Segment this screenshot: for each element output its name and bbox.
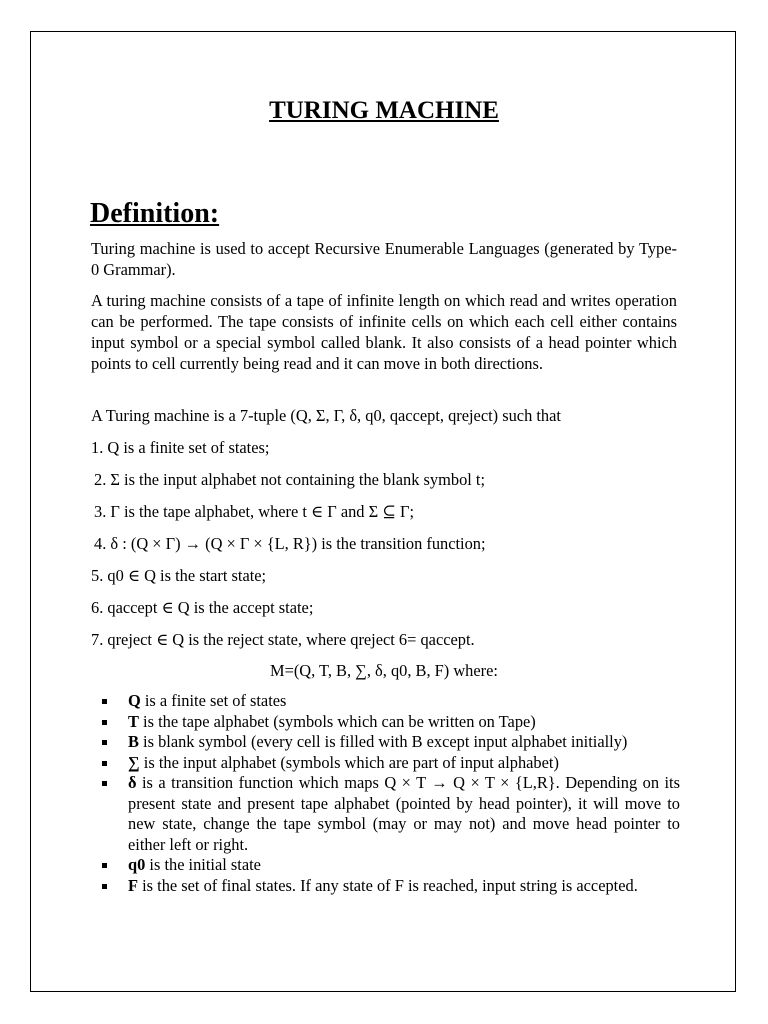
bullet-icon — [102, 699, 107, 704]
tuple-item: 1. Q is a finite set of states; — [91, 438, 270, 457]
list-item-term: q0 — [128, 855, 146, 874]
list-item-text: is a transition function which maps Q × T → Q × T × {L,R}. Depending on its present state and present tape alphabet (pointed by head pointer), it will move to new state, change the tape symbol (may or may not) and move head pointer to either left or right. — [128, 773, 680, 854]
bullet-icon — [102, 740, 107, 745]
list-item — [100, 876, 680, 897]
tuple-item: 3. Γ is the tape alphabet, where t ∈ Γ and Σ ⊆ Γ; — [94, 502, 415, 521]
bullet-icon — [102, 863, 107, 868]
machine-formula: M=(Q, T, B, ∑, δ, q0, B, F) where: — [270, 661, 498, 680]
list-item-text: is the input alphabet (symbols which are part of input alphabet) — [139, 752, 559, 772]
tuple-item: 6. qaccept ∈ Q is the accept state; — [91, 598, 314, 617]
list-item-term: δ — [128, 773, 137, 792]
list-item — [100, 753, 680, 774]
document-title: TURING MACHINE — [269, 97, 499, 124]
tuple-item: 2. Σ is the input alphabet not containing the blank symbol t; — [94, 470, 486, 489]
bullet-icon — [102, 884, 107, 889]
component-list — [100, 691, 680, 896]
definition-heading: Definition: — [90, 198, 220, 229]
bullet-icon — [102, 761, 107, 766]
list-item-term: B — [128, 732, 139, 751]
list-item-text: is the initial state — [145, 855, 261, 874]
paragraph-intro: Turing machine is used to accept Recursive Enumerable Languages (generated by Type-0 Grammar). — [91, 239, 677, 279]
bullet-icon — [102, 781, 107, 786]
list-item-text: is blank symbol (every cell is filled with B except input alphabet initially) — [138, 732, 628, 751]
list-item — [100, 732, 680, 753]
tuple-item: 7. qreject ∈ Q is the reject state, where qreject 6= qaccept. — [91, 630, 475, 649]
tuple-item: 5. q0 ∈ Q is the start state; — [91, 566, 267, 585]
tuple-item: 4. δ : (Q × Γ) → (Q × Γ × {L, R}) is the transition function; — [94, 534, 486, 553]
paragraph-description: A turing machine consists of a tape of infinite length on which read and writes operation can be performed. The tape consists of infinite cells on which each cell either contains input symbol or a special symbol called blank. It also consists of a head pointer which points to cell currently being read and it can move in both directions. — [91, 291, 677, 373]
list-item-text: is a finite set of states — [140, 691, 287, 710]
list-item-term: Q — [128, 691, 141, 710]
list-item-term: ∑ — [128, 752, 140, 772]
list-item-term: T — [128, 711, 139, 731]
list-item — [100, 712, 680, 733]
list-item-text: is the tape alphabet (symbols which can be written on Tape) — [138, 711, 536, 731]
list-item — [100, 691, 680, 712]
bullet-icon — [102, 720, 107, 725]
list-item — [100, 773, 680, 855]
list-item-term: F — [128, 875, 139, 895]
list-item — [100, 855, 680, 876]
list-item-text: is the set of final states. If any state of F is reached, input string is accepted. — [138, 875, 638, 895]
paragraph-tuple-definition: A Turing machine is a 7-tuple (Q, Σ, Γ, δ, q0, qaccept, qreject) such that — [91, 406, 561, 425]
